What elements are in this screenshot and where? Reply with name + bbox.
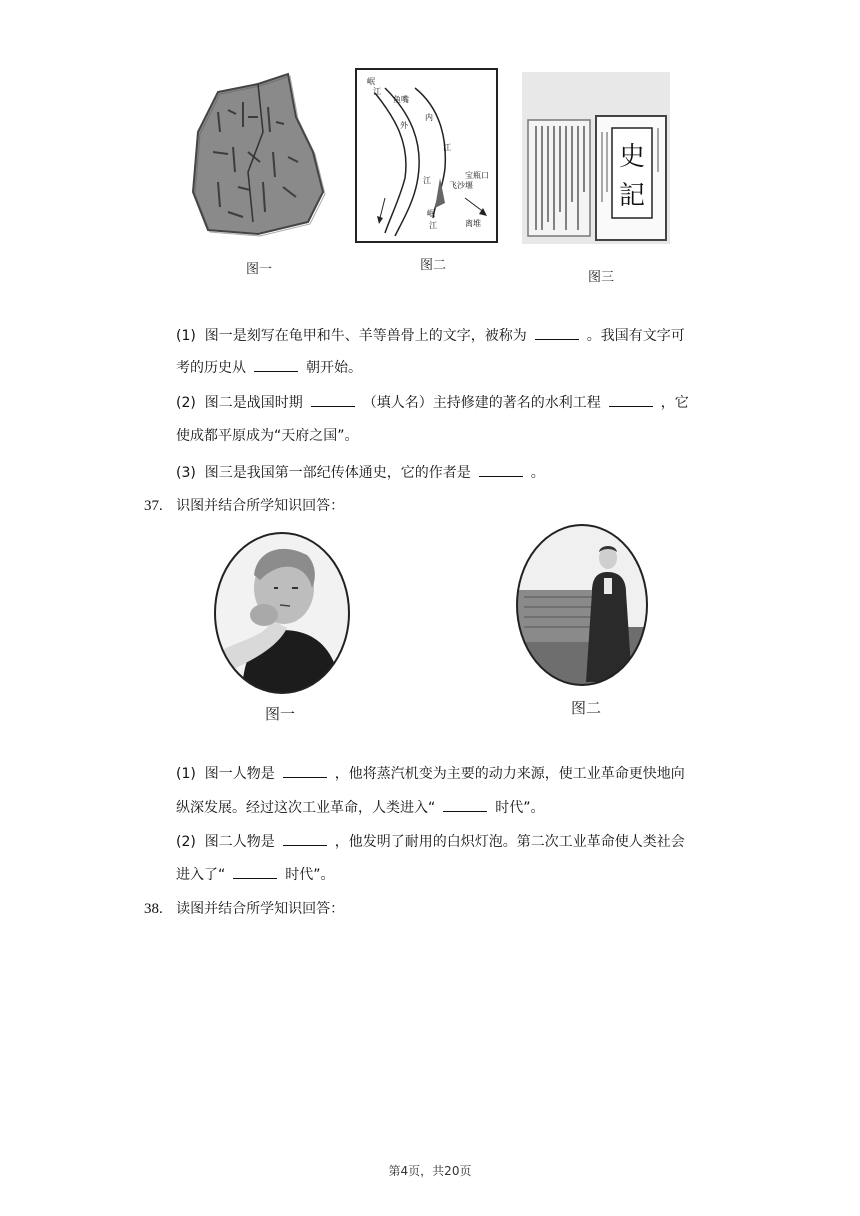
sub-number: (3) — [176, 465, 196, 481]
sub-text: 图一是刻写在龟甲和牛、羊等兽骨上的文字，被称为 — [204, 328, 527, 344]
map-label: 江 — [429, 221, 437, 230]
question-number: 38. — [144, 901, 163, 917]
sub-text: 图一人物是 — [204, 766, 275, 782]
book-title-char-2: 記 — [618, 181, 646, 211]
q38-prompt — [144, 899, 344, 919]
figure-2-caption: 图二 — [420, 258, 447, 273]
q37-sub1-line1 — [176, 763, 685, 784]
q37-sub1-line2 — [176, 797, 545, 818]
answer-blank[interactable] — [311, 392, 355, 407]
map-label: 岷 — [367, 77, 375, 86]
sub-text: 纵深发展。经过这次工业革命，人类进入“ — [176, 800, 436, 816]
map-label: 岷 — [427, 209, 435, 218]
sub-text: 。 — [530, 465, 545, 481]
answer-blank[interactable] — [535, 325, 579, 340]
page-footer: 第4页，共20页 — [388, 1164, 472, 1178]
q36-sub2-line2 — [176, 426, 359, 446]
sub-text: ，他发明了耐用的白炽灯泡。第二次工业革命使人类社会 — [334, 834, 685, 850]
map-label: 宝瓶口 — [465, 171, 489, 180]
sub-number: (2) — [176, 395, 196, 411]
map-label: 江 — [373, 87, 381, 96]
figure-1-caption: 图一 — [246, 262, 273, 277]
answer-blank[interactable] — [254, 357, 298, 372]
james-watt-portrait — [212, 530, 352, 696]
figure-3-caption: 图三 — [588, 270, 615, 285]
q36-sub1-line1 — [176, 325, 685, 346]
q37-sub2-line2 — [176, 864, 335, 885]
answer-blank[interactable] — [479, 462, 523, 477]
portrait-1-caption: 图一 — [265, 705, 296, 723]
map-label: 江 — [423, 176, 431, 185]
portrait-2-caption: 图二 — [571, 699, 602, 717]
q36-sub3-line1 — [176, 462, 545, 483]
sub-number: (1) — [176, 328, 196, 344]
sub-number: (1) — [176, 766, 196, 782]
sub-text: 进入了“ — [176, 867, 226, 883]
question-prompt: 读图并结合所学知识回答： — [176, 901, 345, 917]
sub-number: (2) — [176, 834, 196, 850]
oracle-bone-image — [188, 72, 328, 242]
answer-blank[interactable] — [443, 797, 487, 812]
answer-blank[interactable] — [283, 831, 327, 846]
answer-blank[interactable] — [233, 864, 277, 879]
shiji-book-image — [522, 72, 670, 244]
sub-text: 考的历史从 — [176, 360, 246, 376]
map-label: 内 — [425, 113, 433, 122]
sub-text: ，它 — [660, 395, 689, 411]
sub-text: ，他将蒸汽机变为主要的动力来源，使工业革命更快地向 — [334, 766, 685, 782]
edison-portrait — [514, 522, 650, 688]
q37-prompt — [144, 496, 344, 516]
answer-blank[interactable] — [609, 392, 653, 407]
sub-text: 朝开始。 — [306, 360, 362, 376]
question-prompt: 识图并结合所学知识回答： — [176, 498, 345, 514]
book-title-char-1: 史 — [618, 142, 646, 172]
answer-blank[interactable] — [283, 763, 327, 778]
map-label: 飞沙堰 — [449, 181, 473, 190]
sub-text: （填人名）主持修建的著名的水利工程 — [362, 395, 601, 411]
sub-text: 时代”。 — [285, 867, 335, 883]
sub-text: 。我国有文字可 — [586, 328, 685, 344]
question-number: 37. — [144, 498, 163, 514]
sub-text: 图二是战国时期 — [204, 395, 303, 411]
q36-sub2-line1 — [176, 392, 689, 413]
q37-sub2-line1 — [176, 831, 685, 852]
sub-text: 使成都平原成为“天府之国”。 — [176, 428, 359, 444]
map-label: 江 — [443, 143, 451, 152]
q36-sub1-line2 — [176, 357, 362, 378]
sub-text: 时代”。 — [495, 800, 545, 816]
sub-text: 图二人物是 — [204, 834, 275, 850]
map-label: 离堆 — [465, 219, 481, 228]
dujiangyan-map-image — [355, 68, 498, 243]
map-label: 外 — [400, 121, 408, 130]
map-label: 鱼嘴 — [393, 95, 409, 104]
sub-text: 图三是我国第一部纪传体通史，它的作者是 — [204, 465, 471, 481]
